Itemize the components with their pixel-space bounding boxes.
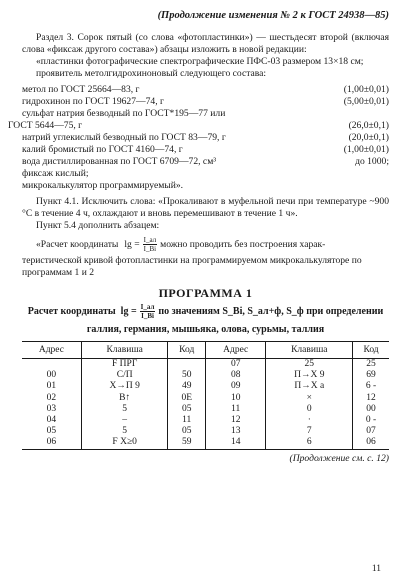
paragraph-5-4: Пункт 5.4 дополнить абзацем: xyxy=(36,220,160,231)
table-header-row xyxy=(22,342,389,359)
reagent-value: (1,00±0,01) xyxy=(343,144,389,155)
reagent-value: (5,00±0,01) xyxy=(343,96,389,107)
cell-code: 0 - xyxy=(353,415,389,426)
reagent-row xyxy=(22,108,389,120)
formula-fraction xyxy=(143,236,158,253)
cell-address: 08 xyxy=(205,370,266,381)
cell-code: 6 - xyxy=(353,381,389,392)
reagent-value: до 1000; xyxy=(355,156,389,167)
cell-key: С/П xyxy=(81,370,168,381)
paragraph-developer: проявитель метолгидрохиноновый следующего состава: xyxy=(36,68,267,79)
col-header-key: Клавиша xyxy=(266,342,353,359)
calc-title-elements: галлия, германия, мышьяка, олова, сурьмы, таллия xyxy=(86,324,325,335)
col-header-key: Клавиша xyxy=(81,342,168,359)
cell-address: 12 xyxy=(205,415,266,426)
cell-code: 49 xyxy=(168,381,205,392)
reagent-name: гидрохинон по ГОСТ 19627—74, г xyxy=(22,96,164,107)
cell-code: 50 xyxy=(168,370,205,381)
reagent-name: ГОСТ 5644—75, г xyxy=(8,120,83,131)
cell-address: 07 xyxy=(205,359,266,371)
calc-lg: lg = xyxy=(120,305,137,317)
reagent-row xyxy=(8,120,389,132)
cell-code: 12 xyxy=(353,393,389,404)
reagent-name: калий бромистый по ГОСТ 4160—74, г xyxy=(22,144,183,155)
fraction-denominator: I_Bi xyxy=(141,312,154,320)
reagent-name: натрий углекислый безводный по ГОСТ 83—79, г xyxy=(22,132,226,143)
cell-code: 05 xyxy=(168,426,205,437)
cell-address: 05 xyxy=(46,426,57,437)
fraction-numerator: I_ал xyxy=(143,236,157,244)
paragraph-formula-cont: теристической кривой фотопластинки на программируемом микрокалькуляторе по программам 1 и 2 xyxy=(22,255,362,278)
cell-key: – xyxy=(81,415,168,426)
table-row xyxy=(22,415,389,426)
reagent-name: метол по ГОСТ 25664—83, г xyxy=(22,84,140,95)
calc-text-before: Расчет координаты xyxy=(27,305,116,317)
fraction-denominator: I_Bi xyxy=(143,245,157,253)
formula-text-before: «Расчет координаты xyxy=(36,238,119,250)
cell-code: 59 xyxy=(168,437,205,449)
cell-key: × xyxy=(266,393,353,404)
cell-code: 05 xyxy=(168,404,205,415)
reagent-name: сульфат натрия безводный по ГОСТ*195—77 или xyxy=(22,108,226,119)
reagent-row xyxy=(22,144,389,156)
reagent-value: (1,00±0,01) xyxy=(343,84,389,95)
cell-code: 00 xyxy=(353,404,389,415)
cell-key: 6 xyxy=(266,437,353,449)
fixage-line: фиксаж кислый; xyxy=(22,168,89,179)
program-title: ПРОГРАММА 1 xyxy=(158,286,253,300)
cell-key: F Х≥0 xyxy=(81,437,168,449)
cell-address: 00 xyxy=(46,370,57,381)
microcalc-line: микрокалькулятор программируемый». xyxy=(22,180,184,191)
cell-key: 25 xyxy=(266,359,353,371)
table-row xyxy=(22,370,389,381)
cell-address: 06 xyxy=(22,437,81,449)
cell-code: 69 xyxy=(353,370,389,381)
table-row xyxy=(22,359,389,371)
cell-key: П→Х 9 xyxy=(266,370,353,381)
paragraph-4-1: Пункт 4.1. Исключить слова: «Прокаливают в муфельной печи при температуре ~900 °С в течение 4 ч, охлаждают и вновь перемешивают в течение 1 ч». xyxy=(22,196,389,219)
cell-address: 14 xyxy=(205,437,266,449)
col-header-address: Адрес xyxy=(205,342,266,359)
cell-address: 11 xyxy=(205,404,266,415)
col-header-address: Адрес xyxy=(22,342,81,359)
cell-key: · xyxy=(266,415,353,426)
cell-key: П→Х а xyxy=(266,381,353,392)
cell-address: 02 xyxy=(46,392,57,403)
calc-text-after: по значениям S_Bi, S_ал+ф, S_ф при определении xyxy=(158,305,384,317)
cell-address: 10 xyxy=(205,393,266,404)
paragraph-section-3: Раздел 3. Сорок пятый (со слова «фотопластинки») — шестьдесят второй (включая слова «фиксаж другого состава») абзацы изложить в новой редакции: xyxy=(22,32,389,55)
cell-code: 25 xyxy=(353,359,389,371)
cell-code: 07 xyxy=(353,426,389,437)
cell-address xyxy=(22,359,81,371)
table-row xyxy=(22,404,389,415)
cell-address: 03 xyxy=(46,403,57,414)
cell-code: 11 xyxy=(168,415,205,426)
program-table xyxy=(22,341,389,450)
reagent-row xyxy=(22,156,389,168)
reagent-row xyxy=(22,132,389,144)
cell-key: Х→П 9 xyxy=(81,381,168,392)
cell-key: 5 xyxy=(81,404,168,415)
cell-key: В↑ xyxy=(81,393,168,404)
formula-text-after: можно проводить без построения харак- xyxy=(160,238,326,250)
cell-address: 13 xyxy=(205,426,266,437)
cell-address: 09 xyxy=(205,381,266,392)
cell-address: 01 xyxy=(46,381,57,392)
reagent-row xyxy=(22,84,389,96)
fraction-numerator: I_ал xyxy=(140,303,155,311)
reagent-list xyxy=(8,84,389,168)
reagent-value: (26,0±0,1) xyxy=(348,120,389,131)
running-header: (Продолжение изменения № 2 к ГОСТ 24938—85) xyxy=(157,10,389,21)
reagent-value: (20,0±0,1) xyxy=(348,132,389,143)
page-number: 11 xyxy=(371,564,381,574)
cell-key: 7 xyxy=(266,426,353,437)
col-header-code: Код xyxy=(353,342,389,359)
cell-code: 0Е xyxy=(168,393,205,404)
cell-key: 5 xyxy=(81,426,168,437)
calc-fraction xyxy=(140,303,156,320)
continued-note: (Продолжение см. с. 12) xyxy=(289,452,389,464)
col-header-code: Код xyxy=(168,342,205,359)
formula-line xyxy=(22,236,389,253)
cell-code: 06 xyxy=(353,437,389,449)
paragraph-plates: «пластинки фотографические спектрографические ПФС-03 размером 13×18 см; xyxy=(36,56,364,67)
cell-address: 04 xyxy=(46,415,57,426)
reagent-row xyxy=(22,96,389,108)
calc-title xyxy=(22,303,389,320)
cell-key: F ПРГ xyxy=(81,359,168,371)
table-row xyxy=(22,381,389,392)
cell-code xyxy=(168,359,205,371)
table-row xyxy=(22,426,389,437)
table-row xyxy=(22,393,389,404)
table-row xyxy=(22,437,389,449)
cell-key: 0 xyxy=(266,404,353,415)
reagent-name: вода дистиллированная по ГОСТ 6709—72, см³ xyxy=(22,156,217,167)
formula-lg: lg = xyxy=(124,238,140,250)
